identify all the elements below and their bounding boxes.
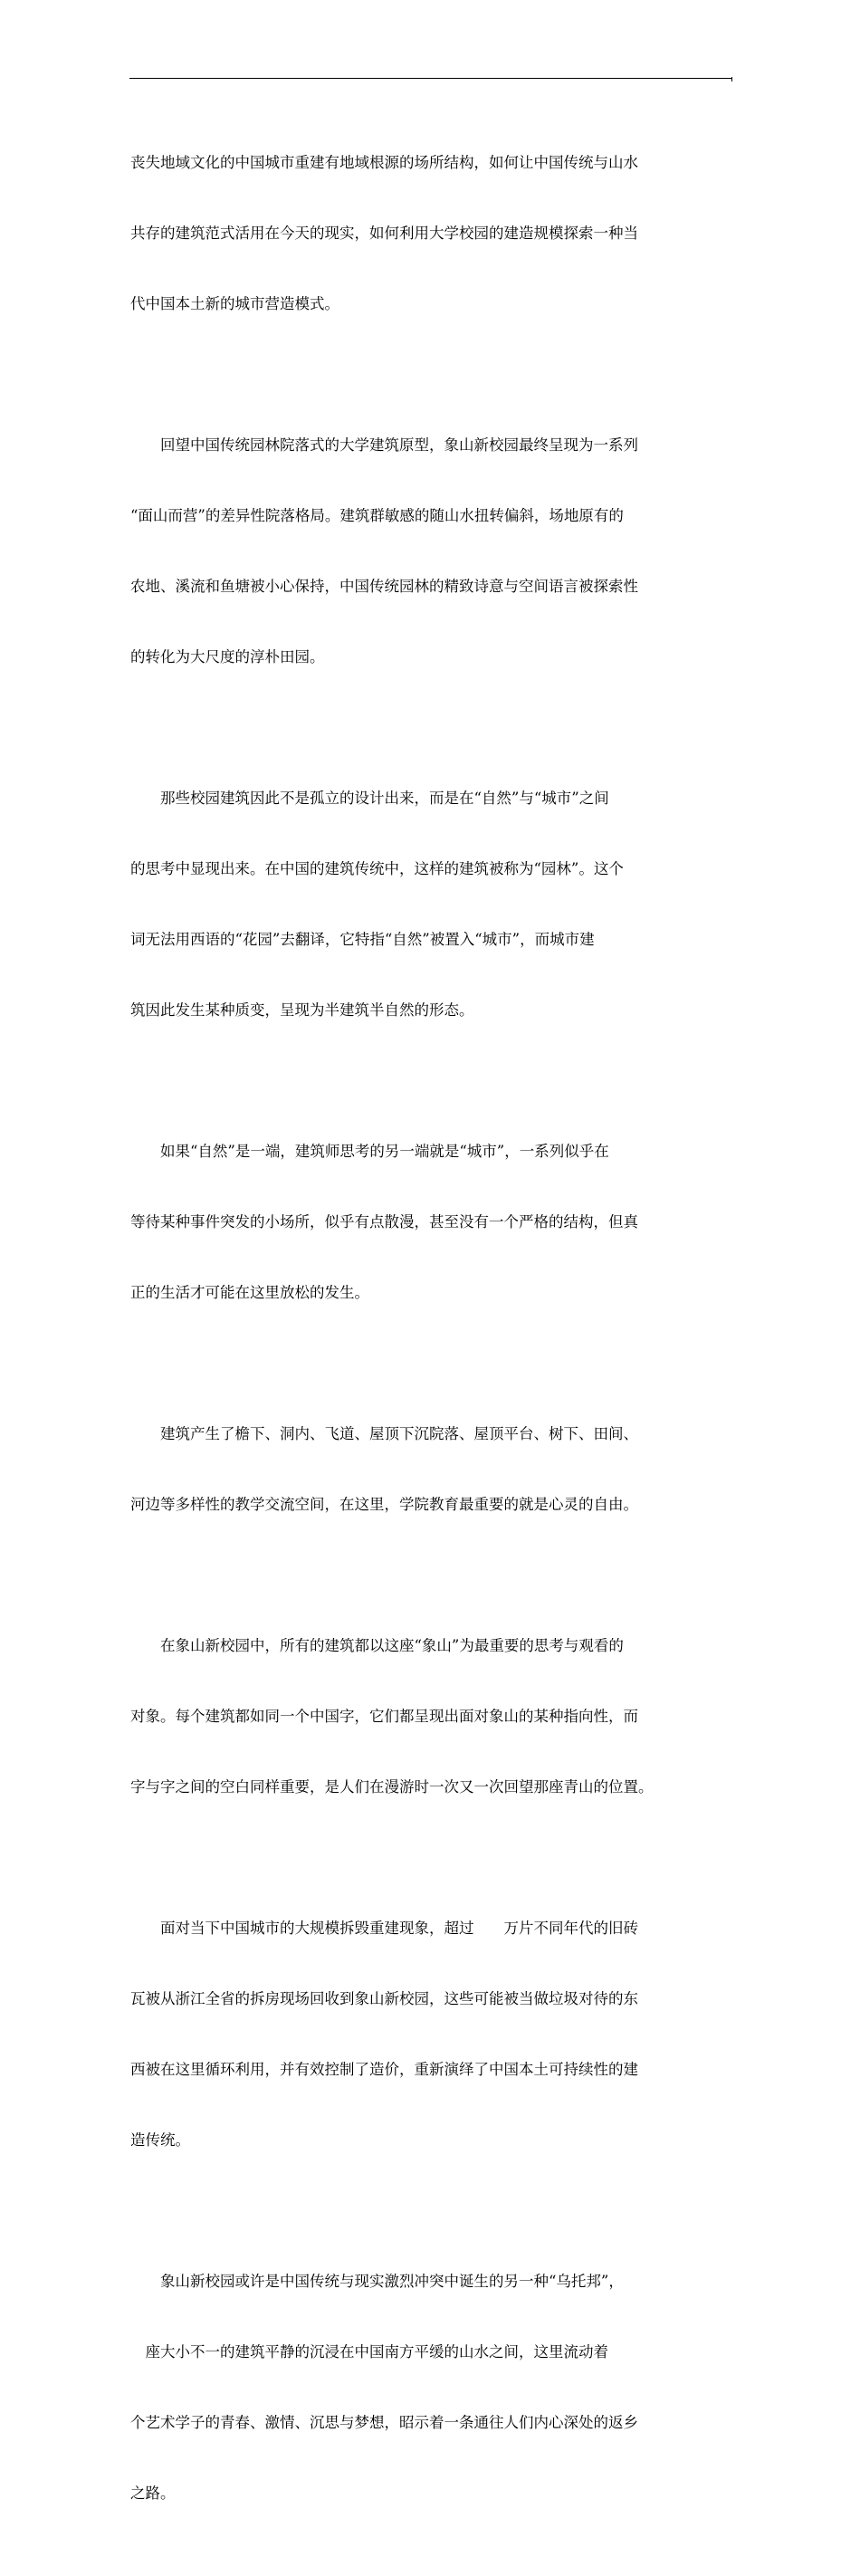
text-line: 象山新校园或许是中国传统与现实激烈冲突中诞生的另一种“乌托邦”， (160, 2273, 624, 2290)
text-line: 词无法用西语的“花园”去翻译，它特指“自然”被置入“城市”，而城市建 (130, 931, 595, 948)
text-line: 回望中国传统园林院落式的大学建筑原型，象山新校园最终呈现为一系列 (160, 436, 638, 454)
text-line: 瓦被从浙江全省的拆房现场回收到象山新校园，这些可能被当做垃圾对待的东 (130, 1990, 638, 2007)
paragraph-7 (130, 1870, 731, 2199)
text-line: 丧失地域文化的中国城市重建有地域根源的场所结构，如何让中国传统与山水 (130, 154, 638, 171)
text-line: 的思考中显现出来。在中国的建筑传统中，这样的建筑被称为“园林”。这个 (130, 860, 624, 877)
text-line: 面对当下中国城市的大规模拆毁重建现象，超过 万片不同年代的旧砖 (160, 1920, 638, 1937)
paragraph-1 (130, 104, 731, 363)
text-line: 的转化为大尺度的淳朴田园。 (130, 648, 325, 666)
text-line: 对象。每个建筑都如同一个中国字，它们都呈现出面对象山的某种指向性，而 (130, 1708, 638, 1725)
document-body (130, 104, 731, 2576)
text-line: “面山而营”的差异性院落格局。建筑群敏感的随山水扭转偏斜，场地原有的 (130, 507, 624, 524)
header-rule (129, 78, 732, 79)
paragraph-6 (130, 1587, 731, 1846)
text-line: 在象山新校园中，所有的建筑都以这座“象山”为最重要的思考与观看的 (160, 1637, 624, 1654)
header-rule-end-mark (731, 77, 732, 81)
text-line: 之路。 (130, 2485, 176, 2502)
text-line: 如果“自然”是一端，建筑师思考的另一端就是“城市”，一系列似乎在 (160, 1143, 609, 1160)
paragraph-3 (130, 740, 731, 1069)
text-line: 正的生活才可能在这里放松的发生。 (130, 1284, 369, 1301)
text-line: 造传统。 (130, 2131, 190, 2149)
text-line: 西被在这里循环利用，并有效控制了造价，重新演绎了中国本土可持续性的建 (130, 2061, 638, 2078)
text-line: 代中国本土新的城市营造模式。 (130, 295, 339, 312)
paragraph-2 (130, 387, 731, 716)
paragraph-5 (130, 1375, 731, 1564)
text-line: 筑因此发生某种质变，呈现为半建筑半自然的形态。 (130, 1001, 474, 1019)
text-line: 等待某种事件突发的小场所，似乎有点散漫，甚至没有一个严格的结构，但真 (130, 1213, 638, 1231)
text-line: 共存的建筑范式活用在今天的现实，如何利用大学校园的建造规模探索一种当 (130, 225, 638, 242)
text-line: 河边等多样性的教学交流空间，在这里，学院教育最重要的就是心灵的自由。 (130, 1496, 638, 1513)
text-line: 建筑产生了檐下、洞内、飞道、屋顶下沉院落、屋顶平台、树下、田间、 (160, 1425, 638, 1442)
text-line: 个艺术学子的青春、激情、沉思与梦想，昭示着一条通往人们内心深处的返乡 (130, 2414, 638, 2431)
text-line: 农地、溪流和鱼塘被小心保持，中国传统园林的精致诗意与空间语言被探索性 (130, 578, 638, 595)
paragraph-4 (130, 1093, 731, 1352)
text-line: 座大小不一的建筑平静的沉浸在中国南方平缓的山水之间，这里流动着 (130, 2343, 608, 2361)
text-line: 字与字之间的空白同样重要，是人们在漫游时一次又一次回望那座青山的位置。 (130, 1778, 654, 1796)
text-line: 那些校园建筑因此不是孤立的设计出来，而是在“自然”与“城市”之间 (160, 790, 609, 807)
paragraph-8 (130, 2223, 731, 2552)
